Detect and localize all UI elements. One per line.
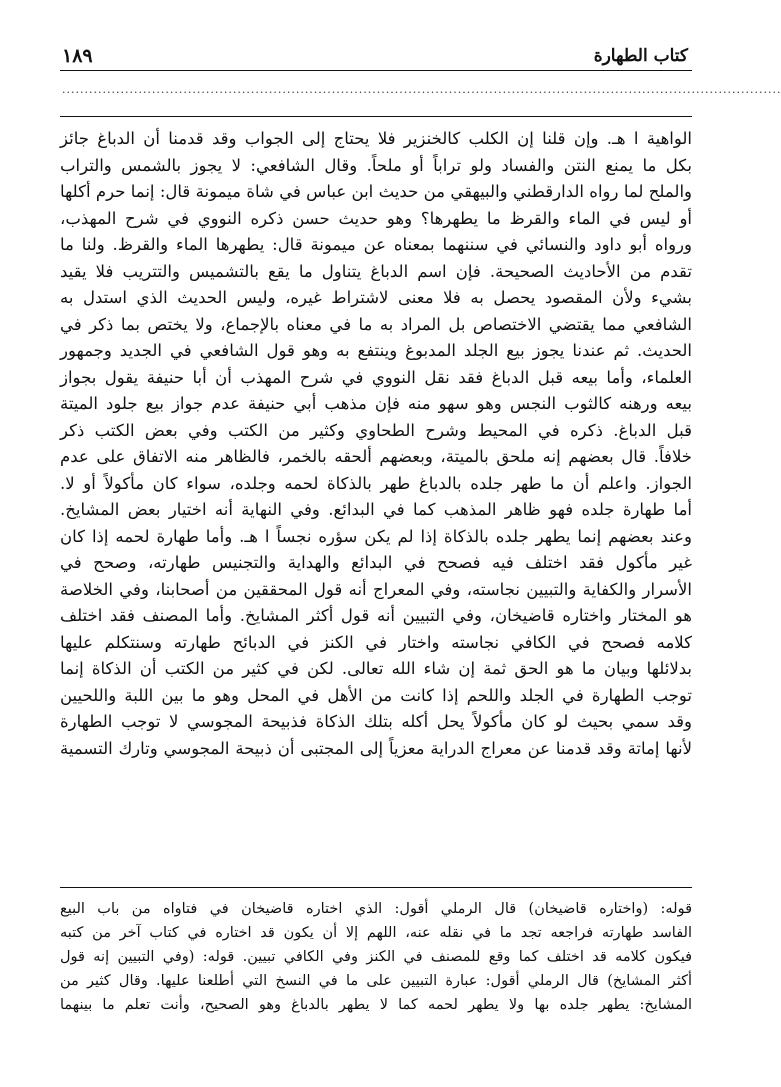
text-line: بكل ما يمنع النتن والفساد ولو تراباً أو ملحاً. وقال الشافعي: لا يجوز بالشمس والتراب [60,155,692,175]
footnote-line: قوله: (واختاره قاضيخان) قال الرملي أقول: الذي اختاره قاضيخان في فتاواه من باب البيع [60,901,692,917]
body-top-rule [60,116,692,117]
text-line: تقدم من الأحاديث الصحيحة. فإن اسم الدباغ يتناول ما يقع بالتشميس والتتريب فلا يقيد [60,261,692,281]
text-line: هو المختار واختاره قاضيخان، وفي التبيين أنه قول أكثر المشايخ. وأما المصنف فقد اختلف [60,606,692,625]
text-line: غير مأكول فقد اختلف فيه فصحح في البدائع والهداية والتجنيس طهارته، وصحح في [60,553,692,572]
dotted-separator: ................................................................................................................................................................ [62,83,781,96]
text-line: خلافاً. قال بعضهم إنه ملحق بالميتة، وبعضهم ألحقه بالخمر، فالظاهر منه الاتفاق على عدم [60,447,692,466]
text-line: توجب الطهارة في الجلد واللحم إذا كانت من الأهل في المحل وهو ما بين اللبة واللحيين [60,685,692,705]
text-line: والملح لما رواه الدارقطني والبيهقي من حديث ابن عباس في شاة ميمونة قال: إنما حرم أكلها [60,182,692,201]
header-rule [60,70,692,71]
text-line: ورواه أبو داود والنسائي في سننهما بمعناه عن ميمونة قال: يطهرها الماء والقرظ. ولنا ما [60,235,692,254]
text-line: العلماء، وأما بيعه قبل الدباغ فقد نقل النووي في شرح المهذب أن أبا حنيفة يقول بجواز [60,367,692,387]
footnote-rule [60,887,692,888]
footnotes [60,897,692,1017]
text-line: وعند بعضهم إنما يطهر جلده بالذكاة إذا لم يكن سؤره نجساً ا هـ. وأما طهارة لحمه إذا كان [60,526,692,546]
text-line: أما طهارة جلده فهو ظاهر المذهب كما في البدائع. وفي النهاية أنه اختيار بعض المشايخ. [60,500,692,519]
text-line: الواهية ا هـ. وإن قلنا إن الكلب كالخنزير فلا يحتاج إلى الجواب وقد قدمنا أن الدباغ جائز [60,129,692,148]
text-line: وقد سمي بحيث لو كان مأكولاً يحل أكله بتلك الذكاة فذبيحة المجوسي لا توجب الطهارة [60,712,692,731]
footnote-line: فيكون كلامه قد اختلف كما وقع للمصنف في الكنز وفي الكافي تبيين. قوله: (وفي التبيين إنه قول [60,949,692,965]
footnote-line: الفاسد طهارته فراجعه تجد ما في نقله عنه، اللهم إلا أن يكون قد اختاره في كتاب آخر من كتبه [60,925,692,941]
text-line: الحديث. ثم عندنا يجوز بيع الجلد المدبوغ وينتفع به وهو قول الشافعي في الجديد وجمهور [60,341,692,360]
footnote-line: أكثر المشايخ) قال الرملي أقول: عبارة التبيين على ما في النسخ التي أطلعنا عليها. وقال كثير من [60,973,692,989]
text-line: الشافعي مما يقتضي الاختصاص بل المراد به ما في معناه بالإجماع، ولا يختص بما ذكر في [60,314,692,334]
page-number: ١٨٩ [62,45,93,67]
main-text [60,126,692,762]
footnote-line: المشايخ: يطهر جلده بها ولا يطهر لحمه كما لا يطهر بالدباغ وهو الصحيح، وأنت تعلم ما بينهما [60,997,692,1013]
text-line: الجواز. واعلم أن ما طهر جلده بالدباغ طهر بالذكاة لحمه وجلده، سواء كان مأكولاً أو لا. [60,473,692,493]
page-header [62,44,688,68]
running-title: كتاب الطهارة [593,46,688,66]
text-line: بشيء ولأن المقصود يحصل به فلا معنى لاشتراط غيره، وليس الحديث الذي استدل به [60,288,692,307]
text-line: الأسرار والكفاية والتبيين نجاسته، وفي المعراج أنه قول المحققين من أصحابنا، وفي الخلاصة [60,579,692,599]
text-line: لأنها إماتة وقد قدمنا عن معراج الدراية معزياً إلى المجتبى أن ذبيحة المجوسي وتارك التسمية [60,738,692,758]
text-line: بيعه ورهنه كالثوب النجس وهو سهو منه فإن مذهب أبي حنيفة عدم جواز بيع جلود الميتة [60,394,692,413]
text-line: كلامه فصحح في الكافي نجاسته واختار في الكنز في الدبائح طهارته وسنتكلم عليها [60,632,692,652]
text-line: قبل الدباغ. ذكره في المحيط وشرح الطحاوي وكثير من الكتب وفي بعض الكتب ذكر [60,420,692,440]
text-line: أو ليس في الماء والقرظ ما يطهرها؟ وهو حديث حسن ذكره النووي في شرح المهذب، [60,208,692,228]
text-line: بدلائلها وبيان ما هو الحق ثمة إن شاء الله تعالى. لكن في كثير من الكتب أن الذكاة إنما [60,659,692,678]
